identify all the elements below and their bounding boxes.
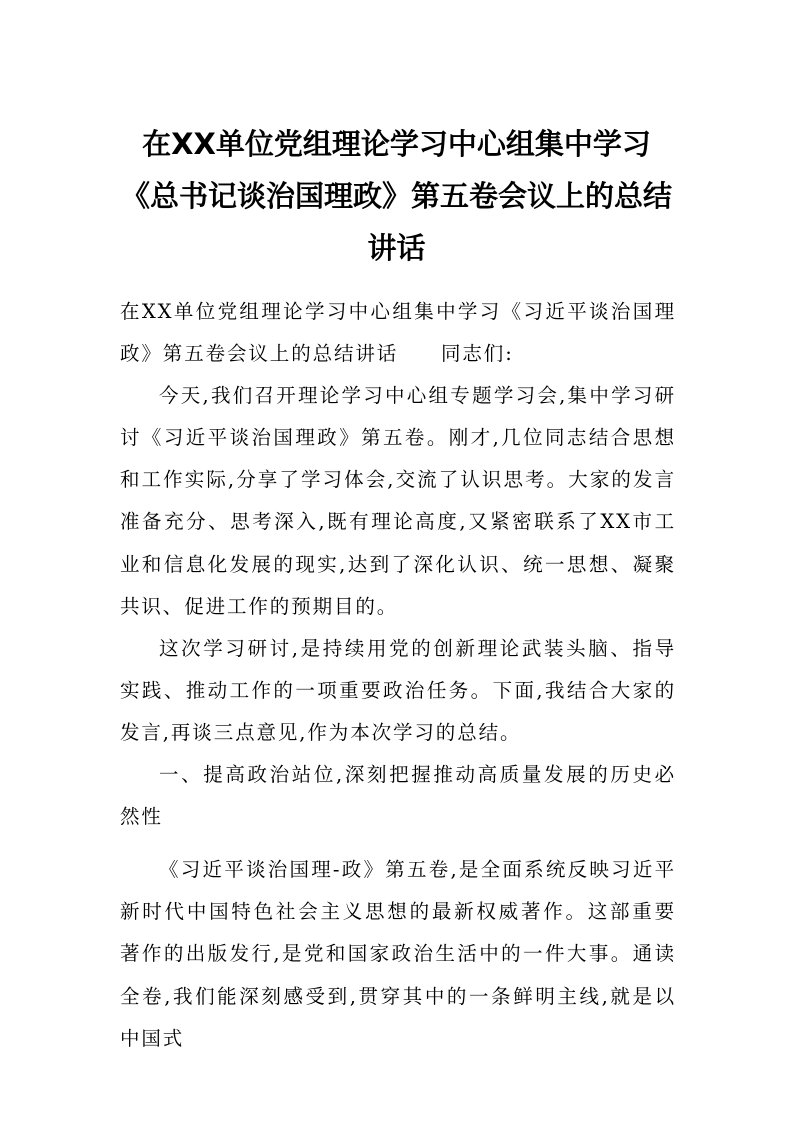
title-line-3: 讲话: [367, 231, 426, 265]
paragraph: 这次学习研讨,是持续用党的创新理论武装头脑、指导实践、推动工作的一项重要政治任务。下面,我结合大家的发言,再谈三点意见,作为本次学习的总结。: [120, 636, 676, 744]
paragraph: 今天,我们召开理论学习中心组专题学习会,集中学习研讨《习近平谈治国理政》第五卷。刚才,几位同志结合思想和工作实际,分享了学习体会,交流了认识思考。大家的发言准备充分、思考深入,既有理论高度,又紧密联系了XX市工业和信息化发展的现实,达到了深化认识、统一思想、凝聚共识、促进工作的预期目的。: [120, 384, 676, 618]
paragraph-opening: 在XX单位党组理论学习中心组集中学习《习近平谈治国理政》第五卷会议上的总结讲话 同志们:: [120, 300, 676, 366]
section-heading: 一、提高政治站位,深刻把握推动高质量发展的历史必然性: [120, 763, 676, 829]
paragraph: 《习近平谈治国理-政》第五卷,是全面系统反映习近平新时代中国特色社会主义思想的最新权威著作。这部重要著作的出版发行,是党和国家政治生活中的一件大事。通读全卷,我们能深刻感受到,贯穿其中的一条鲜明主线,就是以中国式: [120, 858, 676, 1050]
document-title: [100, 118, 693, 274]
title-line-1: 在XX单位党组理论学习中心组集中学习: [142, 127, 651, 161]
title-line-2: 《总书记谈治国理政》第五卷会议上的总结: [120, 179, 672, 213]
document-body: [120, 291, 676, 1060]
